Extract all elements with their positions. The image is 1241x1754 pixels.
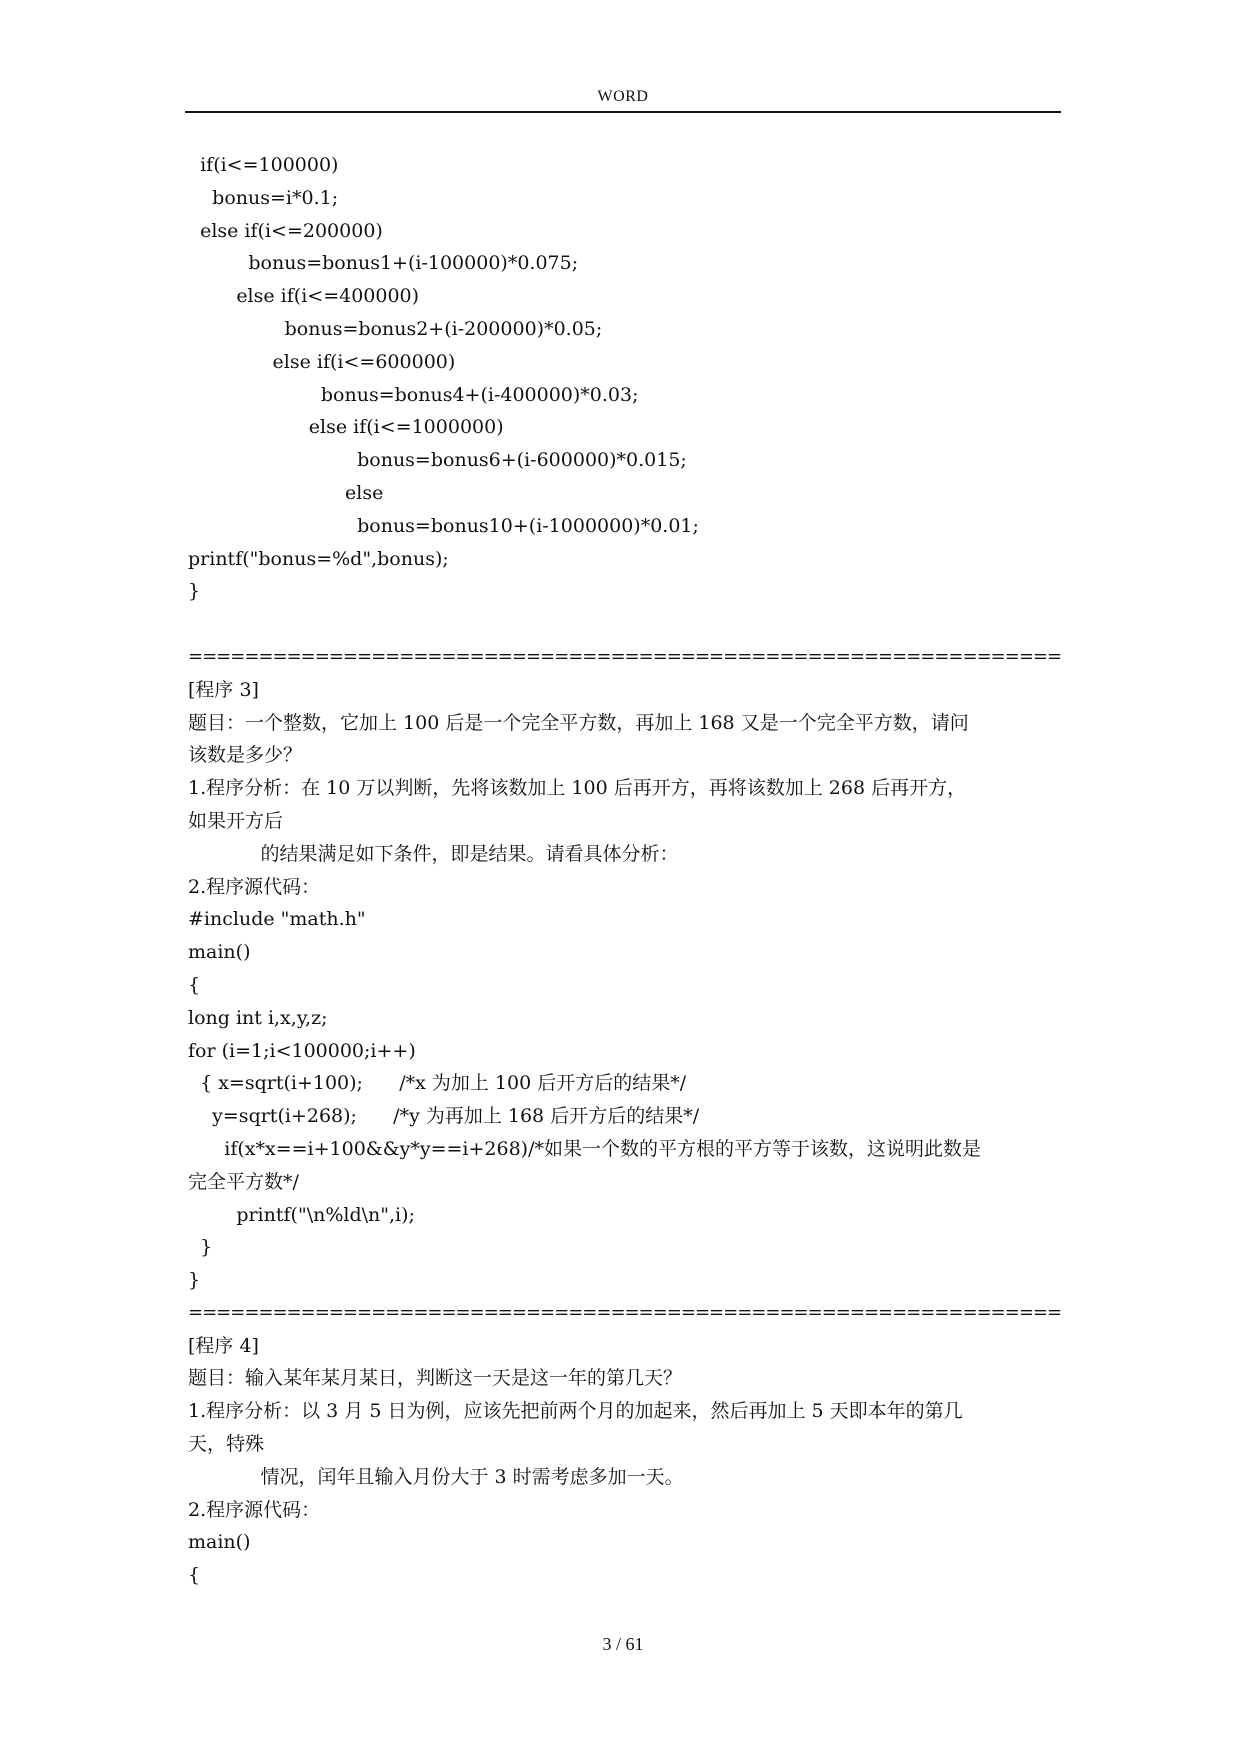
text-line: if(i<=100000) [188,154,339,176]
separator-line: ============================================================== [188,645,1062,667]
text-line: 如果开方后 [188,809,284,832]
text-line: 天，特殊 [188,1433,265,1456]
text-line: printf("\n%ld\n",i); [188,1203,415,1226]
text-line: else if(i<=200000) [188,219,383,242]
header-rule [185,111,1061,113]
text-line: 情况，闰年且输入月份大于 3 时需考虑多加一天。 [188,1465,684,1488]
text-line: bonus=bonus1+(i-100000)*0.075; [188,252,579,275]
page-number: 3 / 61 [602,1634,644,1654]
text-line: 1.程序分析：在 10 万以判断，先将该数加上 100 后再开方，再将该数加上 268 后再开方， [188,777,967,800]
text-line: { [188,973,201,996]
text-line: main() [188,1531,251,1554]
text-line: 2.程序源代码： [188,875,321,898]
text-line [188,608,1068,641]
text-line: 题目：输入某年某月某日，判断这一天是这一年的第几天？ [188,1367,683,1390]
text-line: } [188,1269,201,1292]
text-line: bonus=bonus4+(i-400000)*0.03; [188,383,639,406]
text-line: long int i,x,y,z; [188,1006,328,1029]
page-header: WORD [597,88,649,105]
text-line: main() [188,941,251,964]
text-line: 1.程序分析：以 3 月 5 日为例，应该先把前两个月的加起来，然后再加上 5 天即本年的第几 [188,1400,963,1423]
text-line: { x=sqrt(i+100); /*x 为加上 100 后开方后的结果*/ [188,1072,687,1095]
text-line: 完全平方数*/ [188,1170,299,1193]
text-line: 的结果满足如下条件，即是结果。请看具体分析： [188,842,679,865]
text-line: bonus=bonus10+(i-1000000)*0.01; [188,514,699,537]
text-line: 该数是多少？ [188,744,303,767]
text-line: for (i=1;i<100000;i++) [188,1039,416,1062]
text-line: else [188,481,384,504]
text-line: #include "math.h" [188,908,366,931]
text-line: if(x*x==i+100&&y*y==i+268)/*如果一个数的平方根的平方等于该数，这说明此数是 [188,1137,982,1160]
text-line: printf("bonus=%d",bonus); [188,547,449,570]
text-line: 2.程序源代码： [188,1498,321,1521]
text-line: else if(i<=400000) [188,285,420,308]
text-line: 题目：一个整数，它加上 100 后是一个完全平方数，再加上 168 又是一个完全平方数，请问 [188,711,969,734]
document-body [188,149,1068,1592]
text-line: [程序 4] [188,1334,259,1357]
text-line: else if(i<=600000) [188,350,456,373]
text-line: y=sqrt(i+268); /*y 为再加上 168 后开方后的结果*/ [188,1105,700,1128]
separator-line: ============================================================== [188,1301,1062,1323]
text-line: bonus=bonus6+(i-600000)*0.015; [188,449,687,472]
text-line: else if(i<=1000000) [188,416,504,439]
text-line: bonus=bonus2+(i-200000)*0.05; [188,317,603,340]
text-line: } [188,580,201,603]
text-line: { [188,1564,201,1587]
text-line: bonus=i*0.1; [188,186,339,209]
text-line: [程序 3] [188,678,259,701]
text-line: } [188,1236,213,1259]
